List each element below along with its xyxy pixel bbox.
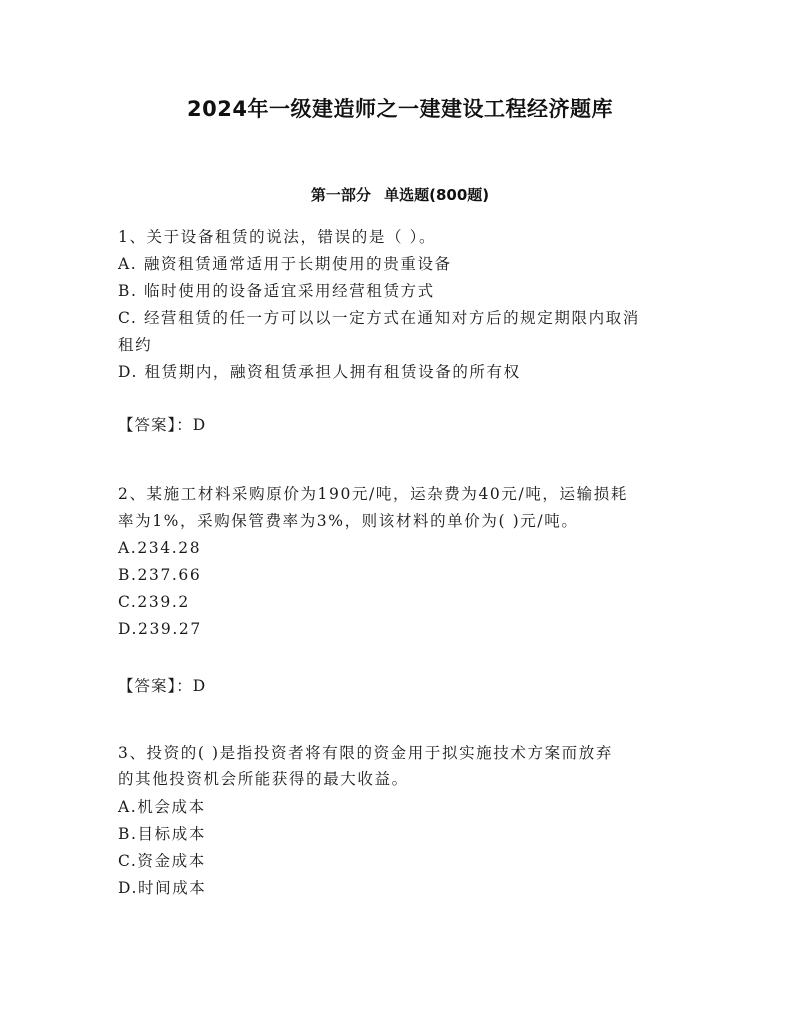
question-1-option-d: D. 租赁期内，融资租赁承担人拥有租赁设备的所有权 bbox=[118, 363, 521, 381]
question-1-option-a: A. 融资租赁通常适用于长期使用的贵重设备 bbox=[118, 255, 452, 273]
question-2-stem: 2、某施工材料采购原价为190元/吨，运杂费为40元/吨，运输损耗 bbox=[118, 485, 628, 503]
question-3-option-d: D.时间成本 bbox=[118, 879, 207, 897]
document-title: 2024年一级建造师之一建建设工程经济题库 bbox=[187, 97, 613, 121]
question-3-option-a: A.机会成本 bbox=[118, 798, 206, 816]
question-3-stem: 3、投资的( )是指投资者将有限的资金用于拟实施技术方案而放弃 bbox=[118, 744, 613, 762]
question-1-stem: 1、关于设备租赁的说法，错误的是（ ）。 bbox=[118, 228, 437, 246]
question-1-option-b: B. 临时使用的设备适宜采用经营租赁方式 bbox=[118, 282, 435, 300]
question-2-option-d: D.239.27 bbox=[118, 620, 202, 638]
question-2-option-c: C.239.2 bbox=[118, 593, 190, 611]
section-title: 第一部分 单选题(800题) bbox=[310, 186, 490, 204]
question-2-stem-continued: 率为1%，采购保管费率为3%，则该材料的单价为( )元/吨。 bbox=[118, 512, 579, 530]
question-1-answer: 【答案】：D bbox=[118, 416, 207, 434]
question-3-stem-continued: 的其他投资机会所能获得的最大收益。 bbox=[118, 770, 409, 788]
question-3-option-c: C.资金成本 bbox=[118, 852, 206, 870]
question-1-option-c-continued: 租约 bbox=[118, 336, 153, 354]
question-2-option-a: A.234.28 bbox=[118, 539, 202, 557]
question-2-option-b: B.237.66 bbox=[118, 566, 202, 584]
question-3-option-b: B.目标成本 bbox=[118, 825, 206, 843]
question-1-option-c: C. 经营租赁的任一方可以以一定方式在通知对方后的规定期限内取消 bbox=[118, 309, 640, 327]
question-2-answer: 【答案】：D bbox=[118, 677, 207, 695]
